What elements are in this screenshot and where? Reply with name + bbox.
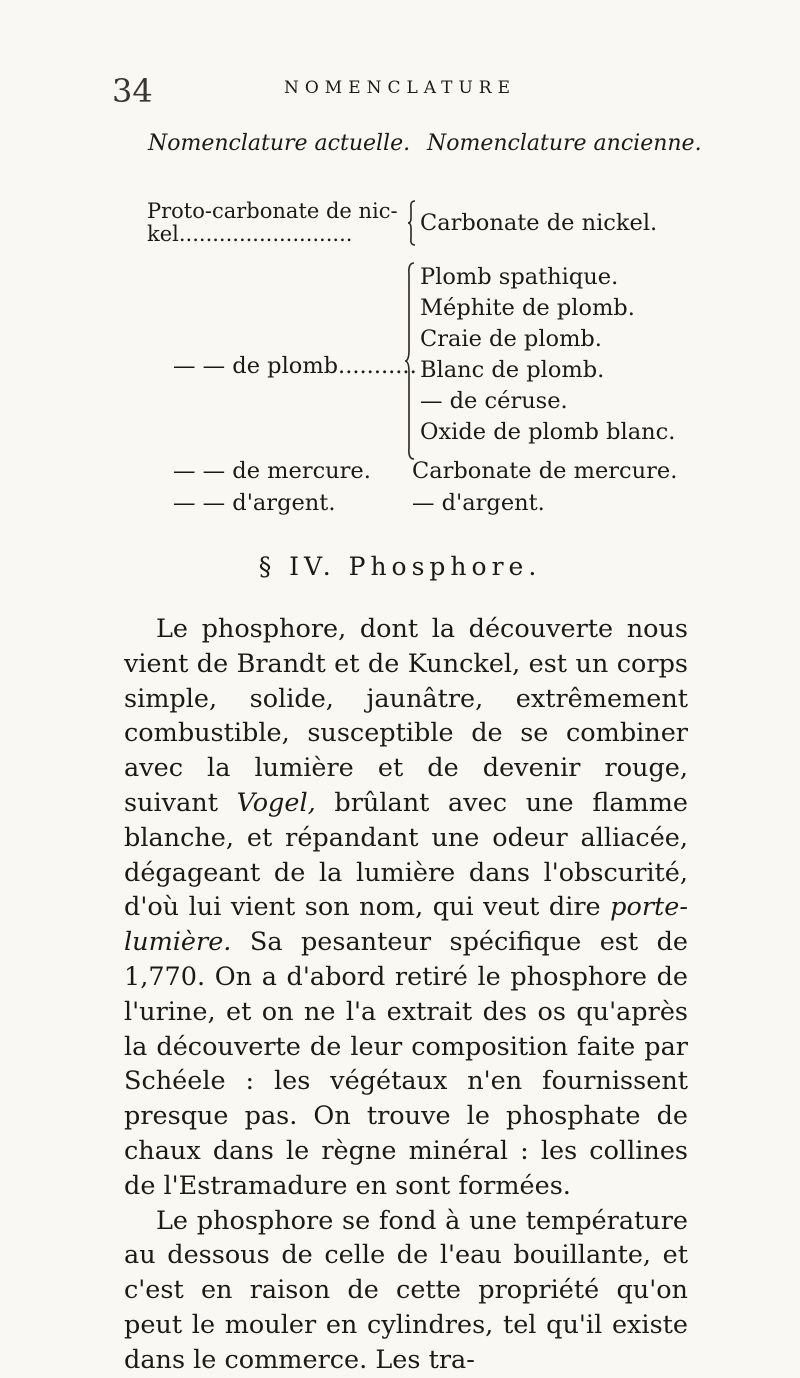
plomb-current: — — de plomb........... [173,353,417,379]
plomb-old-1: Plomb spathique. [420,264,619,290]
argent-current: — — d'argent. [173,490,336,516]
page-number: 34 [112,72,153,110]
nickel-brace [408,200,418,246]
column-heading-current: Nomenclature actuelle. [148,131,411,156]
paragraph-2: Le phosphore se fond à une température au dessous de celle de l'eau bouillante, et c'est en raison de cette propriété qu'on peut le mouler en cylindres, tel qu'il existe dans le commerce. Les tra- [124,1205,688,1375]
mercure-current: — — de mercure. [173,458,371,484]
term-porte-lumiere: porte-lumière. [124,892,688,958]
plomb-old-4: Blanc de plomb. [420,357,605,383]
running-head: NOMENCLATURE [283,78,517,98]
argent-old: — d'argent. [412,490,545,516]
plomb-old-2: Méphite de plomb. [420,295,635,321]
column-heading-old: Nomenclature ancienne. [427,131,702,156]
nickel-old: Carbonate de nickel. [420,210,658,236]
plomb-old-5: — de céruse. [420,388,568,414]
plomb-brace [405,262,417,460]
section-title: § IV. Phosphore. [258,552,542,581]
paragraph-1: Le phosphore, dont la découverte nous vient de Brandt et de Kunckel, est un corps simple, solide, jaunâtre, extrêmement combustible, susceptible de se combiner avec la lumière et de devenir rouge, suivant Vogel, brûlant avec une flamme blanche, et répandant une odeur alliacée, dégageant de la lumière dans l'obscurité, d'où lui vient son nom, qui veut dire porte-lumière. Sa pesanteur spécifique est de 1,770. On a d'abord retiré le phosphore de l'urine, et on ne l'a extrait des os qu'après la découverte de leur composition faite par Schéele : les végétaux n'en fournissent presque pas. On trouve le phosphate de chaux dans le règne minéral : les collines de l'Estramadure en sont formées. [124,614,688,1201]
nickel-current-line2: kel.......................... [147,222,353,246]
plomb-old-6: Oxide de plomb blanc. [420,419,676,445]
name-vogel: Vogel, [236,787,316,818]
body-text [124,612,688,1378]
plomb-old-3: Craie de plomb. [420,326,602,352]
mercure-old: Carbonate de mercure. [412,458,678,484]
nickel-current-line1: Proto-carbonate de nic- [147,199,398,223]
